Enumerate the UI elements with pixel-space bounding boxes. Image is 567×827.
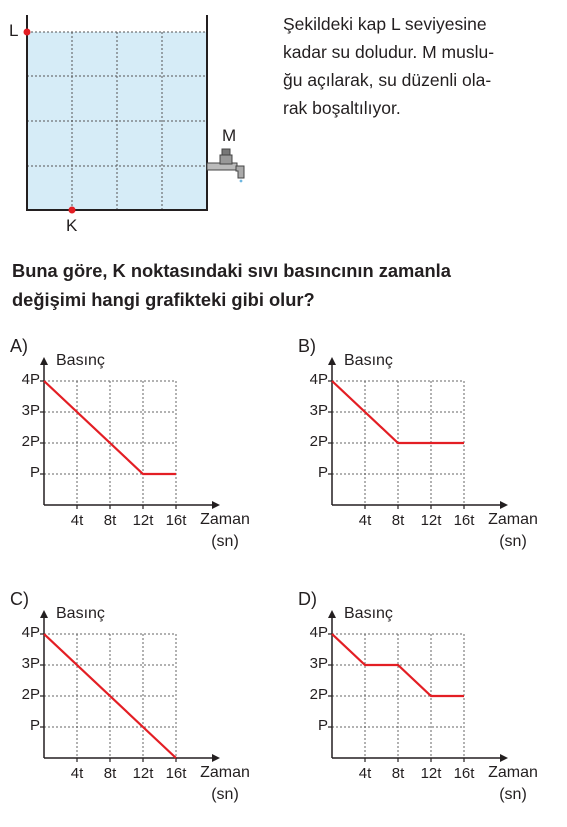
- question-line: değişimi hangi grafikteki gibi olur?: [12, 289, 315, 310]
- paragraph-line: rak boşaltılıyor.: [283, 98, 401, 118]
- y-tick-label: 3P: [21, 655, 40, 672]
- question-line: Buna göre, K noktasındaki sıvı basıncının zamanla: [12, 260, 451, 281]
- paragraph-line: ğu açılarak, su düzenli ola-: [283, 70, 492, 90]
- x-tick-label: 16t: [453, 512, 475, 529]
- x-tick-label: 4t: [70, 765, 84, 782]
- y-axis-arrow: [328, 357, 336, 365]
- x-axis-label: [190, 762, 260, 806]
- x-tick-label: 12t: [420, 512, 442, 529]
- x-axis-label-line2: (sn): [211, 786, 239, 803]
- option-letter: C): [10, 589, 29, 609]
- y-tick-label: 4P: [309, 624, 328, 641]
- point-K-marker: [69, 207, 76, 214]
- option-letter: A): [10, 336, 28, 356]
- y-tick-label: 2P: [309, 686, 328, 703]
- tank-figure: [0, 0, 270, 240]
- x-tick-label: 16t: [453, 765, 475, 782]
- point-L-marker: [24, 29, 31, 36]
- y-tick-label: 4P: [21, 624, 40, 641]
- x-axis-arrow: [500, 501, 508, 509]
- graph-option-c[interactable]: [10, 591, 280, 816]
- x-axis-label-line2: (sn): [211, 533, 239, 550]
- graph-option-b[interactable]: [298, 338, 567, 563]
- y-tick-label: 4P: [309, 371, 328, 388]
- x-tick-label: 4t: [70, 512, 84, 529]
- graph-option-d[interactable]: [298, 591, 567, 816]
- y-axis-label: Basınç: [56, 352, 105, 369]
- y-tick-label: P: [317, 717, 328, 734]
- x-tick-label: 8t: [103, 512, 117, 529]
- y-axis-arrow: [40, 610, 48, 618]
- y-axis-arrow: [40, 357, 48, 365]
- x-tick-label: 16t: [165, 765, 187, 782]
- tap-M-label: M: [222, 126, 237, 145]
- paragraph-line: kadar su doludur. M muslu-: [283, 42, 495, 62]
- y-tick-label: 2P: [21, 686, 40, 703]
- y-tick-label: 3P: [309, 655, 328, 672]
- x-axis-label-line1: Zaman: [200, 511, 250, 528]
- x-axis-label: [190, 509, 260, 553]
- y-tick-label: 3P: [21, 402, 40, 419]
- x-tick-label: 12t: [420, 765, 442, 782]
- x-axis-arrow: [212, 754, 220, 762]
- x-axis-label-line1: Zaman: [488, 511, 538, 528]
- y-axis-label: Basınç: [56, 605, 105, 622]
- x-tick-label: 4t: [358, 765, 372, 782]
- y-tick-label: 2P: [309, 433, 328, 450]
- option-letter: B): [298, 336, 316, 356]
- x-tick-label: 4t: [358, 512, 372, 529]
- y-tick-label: 4P: [21, 371, 40, 388]
- paragraph-line: Şekildeki kap L seviyesine: [283, 14, 487, 34]
- x-axis-label: [478, 762, 548, 806]
- x-axis-label-line1: Zaman: [200, 764, 250, 781]
- x-tick-label: 8t: [391, 512, 405, 529]
- option-letter: D): [298, 589, 317, 609]
- x-tick-label: 16t: [165, 512, 187, 529]
- y-tick-label: 2P: [21, 433, 40, 450]
- x-tick-label: 8t: [391, 765, 405, 782]
- graph-option-a[interactable]: [10, 338, 280, 563]
- x-axis-label: [478, 509, 548, 553]
- faucet-icon: [207, 149, 244, 182]
- x-axis-arrow: [500, 754, 508, 762]
- y-tick-label: P: [317, 464, 328, 481]
- question-text: [12, 256, 562, 314]
- y-tick-label: 3P: [309, 402, 328, 419]
- x-axis-label-line1: Zaman: [488, 764, 538, 781]
- description-paragraph: [283, 10, 555, 122]
- point-K-label: K: [66, 216, 78, 235]
- x-axis-label-line2: (sn): [499, 533, 527, 550]
- x-tick-label: 12t: [132, 512, 154, 529]
- x-tick-label: 8t: [103, 765, 117, 782]
- x-axis-label-line2: (sn): [499, 786, 527, 803]
- y-tick-label: P: [29, 464, 40, 481]
- y-tick-label: P: [29, 717, 40, 734]
- y-axis-arrow: [328, 610, 336, 618]
- y-axis-label: Basınç: [344, 352, 393, 369]
- x-axis-arrow: [212, 501, 220, 509]
- point-L-label: L: [9, 21, 19, 40]
- x-tick-label: 12t: [132, 765, 154, 782]
- y-axis-label: Basınç: [344, 605, 393, 622]
